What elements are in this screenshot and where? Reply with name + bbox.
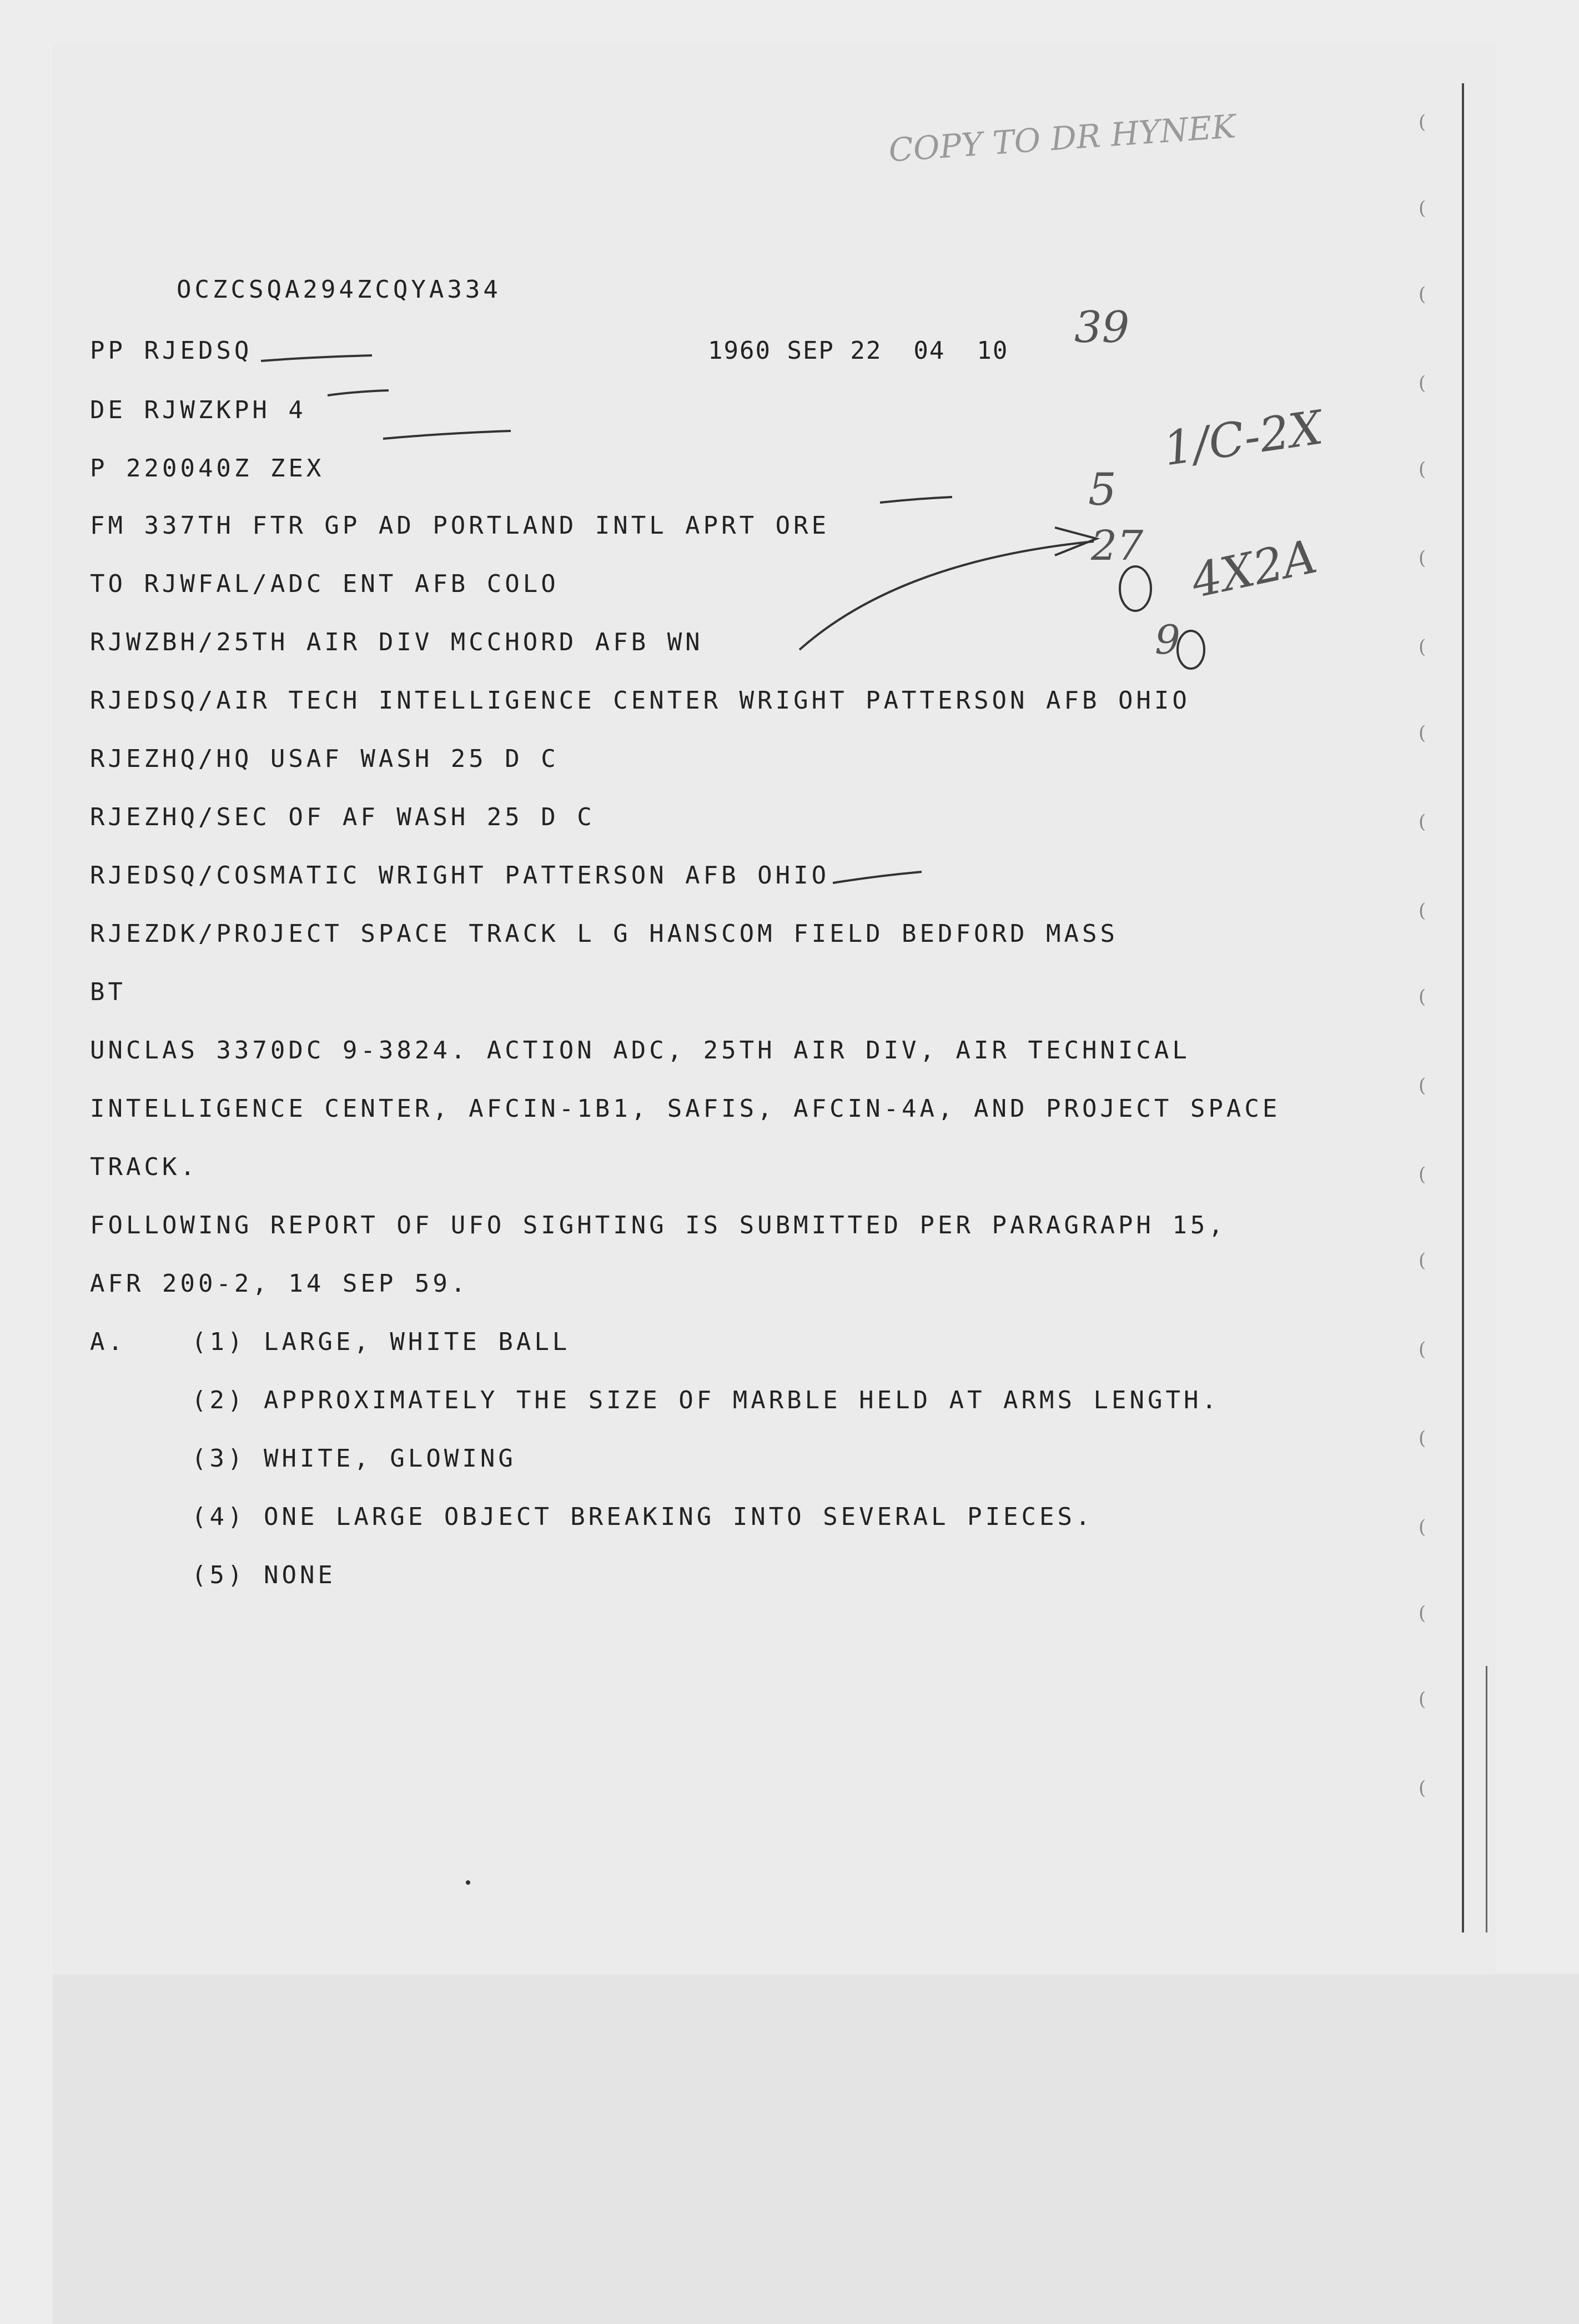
pen-stroke: [1120, 566, 1151, 611]
item-a-entry: (5) NONE: [192, 1561, 336, 1589]
to-line: RJEZHQ/SEC OF AF WASH 25 D C: [90, 803, 595, 831]
handwritten-note: 5: [1088, 464, 1117, 515]
date-stamp: 1960 SEP 22 04 10: [708, 337, 1009, 365]
pen-stroke: [1178, 631, 1204, 669]
to-line: RJEDSQ/COSMATIC WRIGHT PATTERSON AFB OHIO: [90, 861, 830, 890]
margin-tick: (: [1419, 1427, 1426, 1449]
handwritten-copy-note: COPY TO DR HYNEK: [887, 107, 1237, 169]
to-line: RJEZHQ/HQ USAF WASH 25 D C: [90, 745, 559, 773]
header-code: OCZCSQA294ZCQYA334: [177, 275, 501, 304]
from-line: FM 337TH FTR GP AD PORTLAND INTL APRT ORE: [90, 511, 830, 540]
margin-tick: (: [1419, 1516, 1426, 1538]
to-line: RJWZBH/25TH AIR DIV MCCHORD AFB WN: [90, 628, 703, 656]
margin-tick: (: [1419, 1338, 1426, 1361]
margin-tick: (: [1419, 636, 1426, 658]
margin-tick: (: [1419, 197, 1426, 219]
routing-p: P 220040Z ZEX: [90, 454, 325, 483]
handwritten-note: 1/C-2X: [1160, 400, 1326, 476]
margin-tick: (: [1419, 1777, 1426, 1799]
routing-de: DE RJWZKPH 4: [90, 396, 306, 424]
pen-stroke: [1055, 528, 1097, 555]
item-a-entry: (2) APPROXIMATELY THE SIZE OF MARBLE HELD AT ARMS LENGTH.: [192, 1386, 1220, 1414]
margin-tick: (: [1419, 1249, 1426, 1272]
item-a-label: A.: [90, 1328, 126, 1356]
margin-tick: (: [1419, 372, 1426, 394]
handwritten-note: 4X2A: [1186, 529, 1322, 609]
handwritten-note: 9: [1155, 616, 1180, 663]
margin-tick: (: [1419, 111, 1426, 133]
to-line: RJEZDK/PROJECT SPACE TRACK L G HANSCOM FIELD BEDFORD MASS: [90, 920, 1118, 948]
margin-tick: (: [1419, 986, 1426, 1008]
margin-tick: (: [1419, 900, 1426, 922]
item-a-entry: (4) ONE LARGE OBJECT BREAKING INTO SEVERAL PIECES.: [192, 1503, 1094, 1531]
body-line: UNCLAS 3370DC 9-3824. ACTION ADC, 25TH AIR DIV, AIR TECHNICAL: [90, 1036, 1190, 1065]
body-line: FOLLOWING REPORT OF UFO SIGHTING IS SUBMITTED PER PARAGRAPH 15,: [90, 1211, 1226, 1239]
break-marker: BT: [90, 978, 126, 1006]
pen-stroke: [799, 541, 1094, 650]
margin-tick: (: [1419, 811, 1426, 833]
handwritten-page-number: 39: [1074, 303, 1130, 353]
item-a-entry: (3) WHITE, GLOWING: [192, 1444, 516, 1473]
margin-tick: (: [1419, 458, 1426, 480]
margin-tick: (: [1419, 722, 1426, 744]
margin-tick: (: [1419, 1602, 1426, 1624]
body-line: INTELLIGENCE CENTER, AFCIN-1B1, SAFIS, AFCIN-4A, AND PROJECT SPACE: [90, 1095, 1281, 1123]
pen-stroke: [880, 497, 952, 503]
margin-tick: (: [1419, 1688, 1426, 1710]
ink-dot: [466, 1880, 470, 1885]
margin-tick: (: [1419, 547, 1426, 569]
margin-tick: (: [1419, 283, 1426, 305]
pen-stroke: [328, 390, 389, 395]
handwritten-note: 27: [1091, 522, 1144, 570]
margin-tick: (: [1419, 1075, 1426, 1097]
to-line: TO RJWFAL/ADC ENT AFB COLO: [90, 570, 559, 598]
pen-stroke: [833, 872, 922, 883]
item-a-entry: (1) LARGE, WHITE BALL: [192, 1328, 571, 1356]
pen-stroke: [383, 431, 511, 439]
routing-pp: PP RJEDSQ: [90, 337, 253, 365]
body-line: TRACK.: [90, 1153, 198, 1181]
pen-stroke: [261, 355, 372, 361]
to-line: RJEDSQ/AIR TECH INTELLIGENCE CENTER WRIGHT PATTERSON AFB OHIO: [90, 686, 1190, 715]
margin-tick: (: [1419, 1163, 1426, 1186]
body-line: AFR 200-2, 14 SEP 59.: [90, 1269, 469, 1298]
